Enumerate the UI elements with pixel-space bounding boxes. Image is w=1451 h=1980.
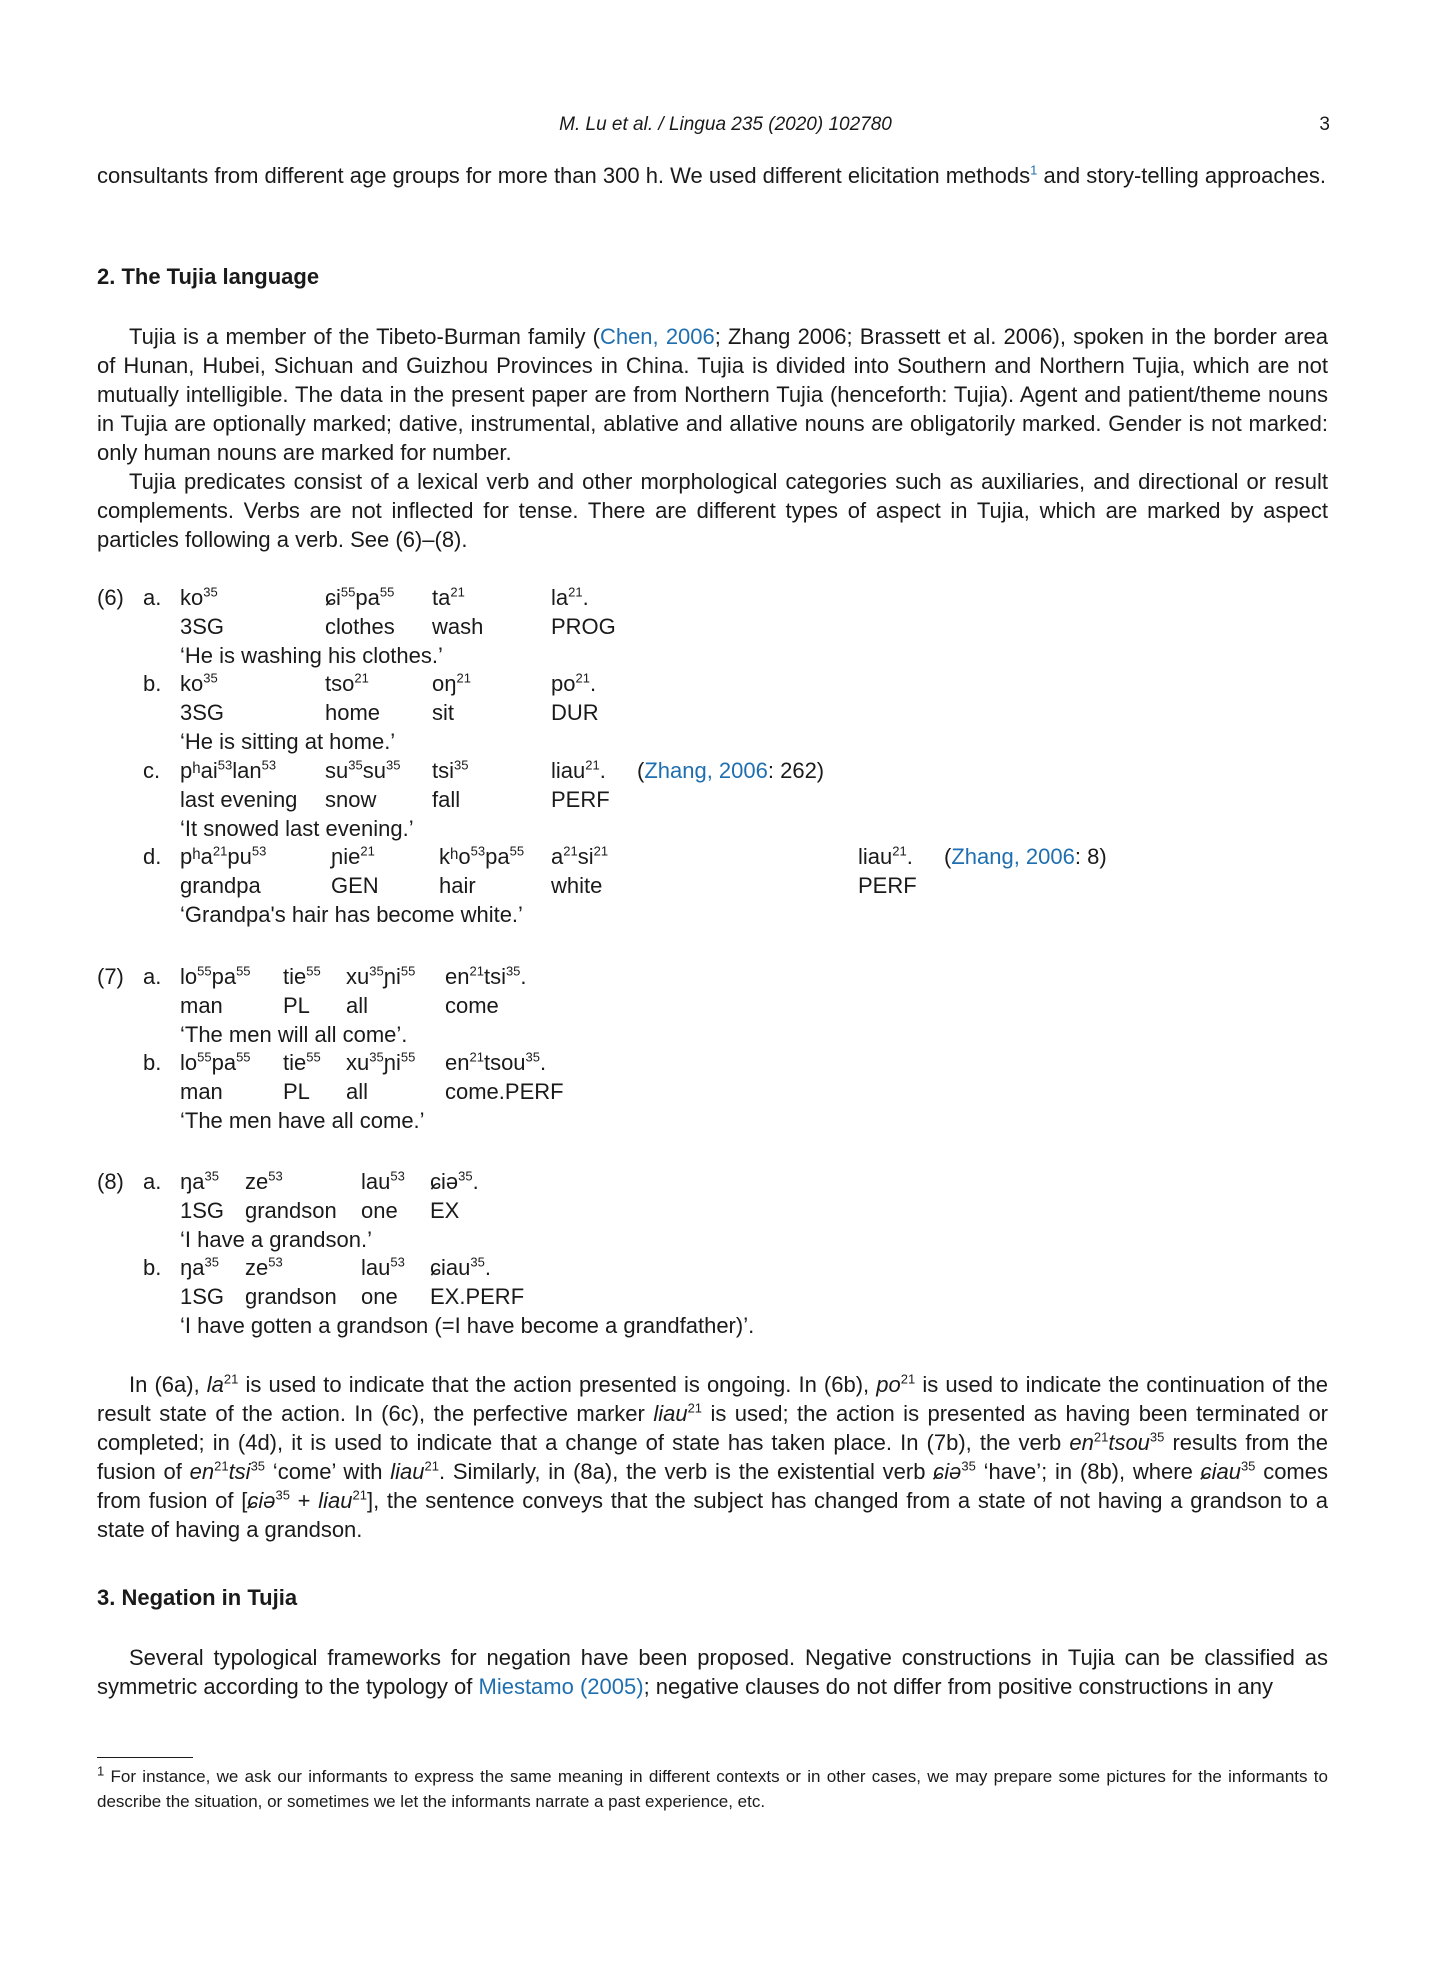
para-text: Tujia is a member of the Tibeto-Burman family (	[129, 324, 600, 349]
example-word: $ŋa^{35}$	[180, 1168, 219, 1194]
example-gloss: white	[551, 873, 603, 898]
example-8b	[97, 1253, 1328, 1340]
discussion-paragraph: In (6a), $la^{21}$ is used to indicate that the action presented is ongoing. In (6b), $po^{21}$ is used to indicate the continuation of the result state of the action. In (6c), the perfective marker liau$^{21}$ is used; the action is presented as having been terminated or completed; in (4d), it is used to indicate that a change of state has taken place. In (7b), the verb $en^{21}tsou^{35}$ results from the fusion of $en^{21}tsi^{35}$ ‘come’ with liau$^{21}$. Similarly, in (8a), the verb is the existential verb ɕiə$^{35}$ ‘have’; in (8b), where ɕiau$^{35}$ comes from fusion of [ɕiə$^{35}$ + liau$^{21}$], the sentence conveys that the subject has changed from a state of not having a grandson to a state of having a grandson.	[97, 1371, 1329, 1542]
section-2-paragraph-1	[97, 322, 1328, 467]
example-gloss: EX.PERF	[430, 1284, 525, 1309]
example-gloss: DUR	[551, 700, 599, 725]
example-word: lau$^{53}$	[361, 1168, 405, 1194]
example-word: $ko^{35}$	[180, 584, 218, 610]
example-letter: a.	[143, 964, 162, 989]
example-gloss: hair	[439, 873, 476, 898]
example-word: $ze^{53}$	[245, 1168, 283, 1194]
example-letter: b.	[143, 1050, 162, 1075]
example-word: $lo^{55}pa^{55}$	[180, 1049, 251, 1075]
example-source-line	[97, 583, 1328, 612]
example-word: tsi$^{35}$	[432, 757, 469, 783]
example-6a	[97, 583, 1328, 670]
example-word: ɕiə$^{35}$.	[430, 1168, 479, 1194]
example-word: $en^{21}tsi^{35}$.	[445, 963, 527, 989]
example-translation: ‘He is washing his clothes.’	[180, 643, 443, 668]
example-source-line	[97, 1253, 1328, 1282]
example-gloss: sit	[432, 700, 454, 725]
example-gloss: last evening	[180, 787, 298, 812]
footnote-text: For instance, we ask our informants to express the same meaning in different contexts or in other cases, we may prepare some pictures for the informants to describe the situation, or sometimes we let the informants narrate a past experience, etc.	[97, 1767, 1328, 1811]
example-gloss: one	[361, 1198, 398, 1223]
section-heading: 3. Negation in Tujia	[97, 1585, 298, 1610]
example-number: (6)	[97, 585, 124, 610]
para-text: Several typological frameworks for negation have been proposed. Negative constructions in Tujia can be classified as symmetric according to the typology of	[97, 1645, 1328, 1699]
running-header	[0, 114, 1451, 142]
example-word: $la^{21}$.	[551, 584, 589, 610]
example-gloss: grandson	[245, 1284, 337, 1309]
para-text: ; negative clauses do not differ from positive constructions in any	[643, 1674, 1273, 1699]
example-gloss: grandpa	[180, 873, 261, 898]
example-letter: b.	[143, 1255, 162, 1280]
example-letter: a.	[143, 1169, 162, 1194]
example-gloss: man	[180, 993, 223, 1018]
example-gloss: wash	[432, 614, 484, 639]
example-gloss: PL	[283, 993, 310, 1018]
example-gloss-line	[97, 612, 1328, 641]
example-word: tie$^{55}$	[283, 963, 321, 989]
para-text: ; Zhang 2006; Brassett et al. 2006), spoken in the border area of Hunan, Hubei, Sichuan and Guizhou Provinces in China. Tujia is divided into Southern and Northern Tujia, which are not mutually intelligible. The data in the present paper are from Northern Tujia (henceforth: Tujia). Agent and patient/theme nouns in Tujia are optionally marked; dative, instrumental, ablative and allative nouns are obligatorily marked. Gender is not marked: only human nouns are marked for number.	[97, 324, 1328, 465]
example-gloss: EX	[430, 1198, 460, 1223]
example-word: $su^{35}su^{35}$	[325, 757, 401, 783]
example-gloss-line	[97, 1196, 1328, 1225]
example-word: $ko^{35}$	[180, 670, 218, 696]
example-source-line	[97, 756, 1328, 785]
example-translation: ‘I have gotten a grandson (=I have become a grandfather)’.	[180, 1313, 755, 1338]
example-gloss-line	[97, 1077, 1328, 1106]
example-word: ɕiau$^{35}$.	[430, 1254, 491, 1280]
example-word: $oŋ^{21}$	[432, 670, 471, 696]
example-translation: ‘Grandpa's hair has become white.’	[180, 902, 523, 927]
example-number: (7)	[97, 964, 124, 989]
example-translation: ‘It snowed last evening.’	[180, 816, 414, 841]
example-gloss: one	[361, 1284, 398, 1309]
example-6c	[97, 756, 1328, 843]
example-6b	[97, 669, 1328, 756]
example-word: $ɕi^{55}pa^{55}$	[325, 584, 395, 610]
citation-link[interactable]: Zhang, 2006	[644, 758, 768, 783]
example-word: $pʰa^{21}pu^{53}$	[180, 843, 267, 869]
running-title: M. Lu et al. / Lingua 235 (2020) 102780	[559, 114, 892, 135]
example-gloss: 1SG	[180, 1284, 225, 1309]
example-gloss: snow	[325, 787, 377, 812]
example-letter: b.	[143, 671, 162, 696]
example-gloss: 3SG	[180, 700, 225, 725]
example-word: pʰai$^{53}$lan$^{53}$	[180, 757, 277, 783]
example-word: $kʰo^{53}pa^{55}$	[439, 843, 525, 869]
example-translation: ‘He is sitting at home.’	[180, 729, 396, 754]
example-letter: c.	[143, 758, 161, 783]
example-translation: ‘The men have all come.’	[180, 1108, 425, 1133]
example-word: $ze^{53}$	[245, 1254, 283, 1280]
example-word: $xu^{35}ɲi^{55}$	[346, 963, 416, 989]
intro-text: consultants from different age groups for more than 300 h. We used different elicitation methods	[97, 163, 1031, 188]
example-letter: d.	[143, 844, 162, 869]
example-word: $po^{21}$.	[551, 670, 597, 696]
section-2-heading-block	[97, 262, 1328, 291]
section-3-heading-block	[97, 1583, 1328, 1612]
example-gloss-line	[97, 871, 1328, 900]
example-source-citation: (Zhang, 2006: 262)	[637, 758, 825, 783]
example-word: $ta^{21}$	[432, 584, 465, 610]
example-gloss: all	[346, 993, 369, 1018]
page-number: 3	[1319, 114, 1330, 135]
example-gloss: PERF	[858, 873, 917, 898]
example-source-line	[97, 669, 1328, 698]
example-word: $ŋa^{35}$	[180, 1254, 219, 1280]
example-source-line	[97, 962, 1328, 991]
section-3-paragraph-1	[97, 1643, 1328, 1701]
section-2-paragraph-2	[97, 467, 1328, 554]
example-word: $en^{21}tsou^{35}$.	[445, 1049, 547, 1075]
example-gloss: 3SG	[180, 614, 225, 639]
example-gloss: PL	[283, 1079, 310, 1104]
example-word: $xu^{35}ɲi^{55}$	[346, 1049, 416, 1075]
example-gloss: all	[346, 1079, 369, 1104]
intro-text-after: and story-telling approaches.	[1037, 163, 1326, 188]
intro-paragraph	[97, 161, 1328, 190]
example-gloss: clothes	[325, 614, 395, 639]
example-source-line	[97, 842, 1328, 871]
footnote-ref[interactable]: 1	[1030, 162, 1038, 178]
example-word: $a^{21}si^{21}$	[551, 843, 609, 869]
example-gloss: home	[325, 700, 381, 725]
example-word: lau$^{53}$	[361, 1254, 405, 1280]
example-word: liau$^{21}$.	[858, 843, 913, 869]
example-gloss: GEN	[331, 873, 379, 898]
example-number: (8)	[97, 1169, 124, 1194]
example-gloss: PROG	[551, 614, 616, 639]
example-gloss: come.PERF	[445, 1079, 564, 1104]
example-gloss: 1SG	[180, 1198, 225, 1223]
example-gloss: man	[180, 1079, 223, 1104]
example-letter: a.	[143, 585, 162, 610]
example-gloss-line	[97, 1282, 1328, 1311]
example-word: liau$^{21}$.	[551, 757, 606, 783]
example-8a	[97, 1167, 1328, 1254]
example-word: $lo^{55}pa^{55}$	[180, 963, 251, 989]
example-gloss: PERF	[551, 787, 610, 812]
example-gloss-line	[97, 698, 1328, 727]
para-text: Tujia predicates consist of a lexical verb and other morphological categories such as auxiliaries, and directional or result complements. Verbs are not inflected for tense. There are different types of aspect in Tujia, which are marked by aspect particles following a verb. See (6)–(8).	[97, 469, 1328, 552]
example-gloss: grandson	[245, 1198, 337, 1223]
example-translation: ‘I have a grandson.’	[180, 1227, 373, 1252]
example-translation: ‘The men will all come’.	[180, 1022, 408, 1047]
example-gloss: fall	[432, 787, 461, 812]
example-source-citation: (Zhang, 2006: 8)	[944, 844, 1107, 869]
example-word: tso$^{21}$	[325, 670, 369, 696]
example-gloss-line	[97, 991, 1328, 1020]
footnote-divider	[97, 1757, 193, 1758]
section-heading: 2. The Tujia language	[97, 264, 320, 289]
example-source-line	[97, 1048, 1328, 1077]
example-source-line	[97, 1167, 1328, 1196]
example-gloss-line	[97, 785, 1328, 814]
citation-link[interactable]: Miestamo (2005)	[478, 1674, 644, 1699]
example-gloss: come	[445, 993, 499, 1018]
example-6d	[97, 842, 1328, 929]
citation-link[interactable]: Chen, 2006	[599, 324, 715, 349]
citation-link[interactable]: Zhang, 2006	[951, 844, 1075, 869]
footnote-mark: 1	[97, 1763, 105, 1779]
example-word: ɲie$^{21}$	[331, 843, 375, 869]
example-7a	[97, 962, 1328, 1049]
example-7b	[97, 1048, 1328, 1135]
footnote	[97, 1764, 1328, 1814]
example-word: tie$^{55}$	[283, 1049, 321, 1075]
